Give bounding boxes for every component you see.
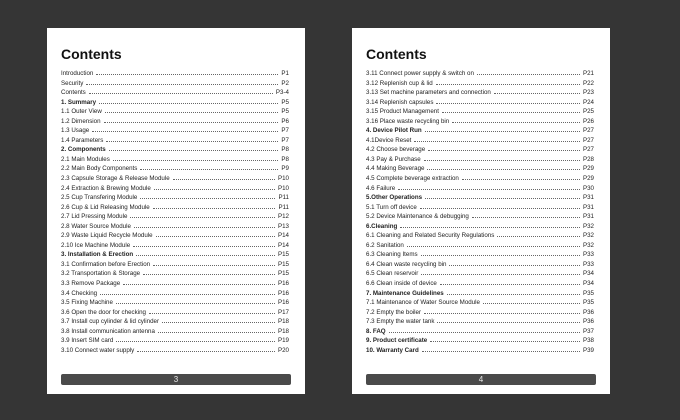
toc-entry-page: P25 [582,108,594,116]
toc-entry-page: P34 [582,270,594,278]
toc-entry-page: P31 [582,203,594,211]
toc-entry-page: P30 [582,184,594,192]
dot-leader [421,269,580,275]
toc-entry-page: P12 [277,213,289,221]
dot-leader [104,117,279,123]
toc-entry [366,107,594,117]
toc-entry [366,298,594,308]
toc-entry-label: 3.4 Checking [61,289,98,297]
toc-entry-page: P22 [582,79,594,87]
toc-entry [366,231,594,241]
dot-leader [136,250,275,256]
toc-entry-label: 9. Product certificate [366,337,428,345]
toc-entry-page: P35 [582,289,594,297]
toc-entry [61,212,289,222]
toc-entry-label: 2.6 Cup & Lid Releasing Module [61,203,150,211]
toc-entry-label: 6.Cleaning [366,222,398,230]
toc-entry-page: P18 [277,318,289,326]
toc-entry-page: P31 [582,213,594,221]
toc-entry-page: P32 [582,241,594,249]
toc-entry-page: P15 [277,260,289,268]
toc-entry-page: P10 [277,175,289,183]
toc-entry [61,298,289,308]
dot-leader [153,203,276,209]
dot-leader [153,260,275,266]
toc-entry-page: P29 [582,175,594,183]
dot-leader [424,155,580,161]
toc-entry [61,336,289,346]
dot-leader [89,88,273,94]
toc-entry [61,155,289,165]
toc-entry-page: P15 [277,270,289,278]
toc-entry-page: P23 [582,89,594,97]
dot-leader [130,212,275,218]
dot-leader [407,241,580,247]
dot-leader [149,308,275,314]
page-title: Contents [366,46,427,62]
toc-entry-page: P11 [278,203,289,211]
toc-entry-page: P39 [582,346,594,354]
dot-leader [477,69,580,75]
toc-entry-label: 2.7 Lid Pressing Module [61,213,128,221]
toc-entry [366,98,594,108]
toc-entry [366,126,594,136]
dot-leader [427,164,580,170]
toc-entry [366,117,594,127]
toc-entry-label: 7. Maintenance Guidelines [366,289,444,297]
toc-entry-label: 6.2 Sanitation [366,241,404,249]
toc-entry-page: P34 [582,280,594,288]
toc-entry-label: 1.3 Usage [61,127,90,135]
page-number-bar: 4 [366,374,596,385]
toc-entry-label: 6.4 Clean waste recycling bin [366,260,447,268]
toc-entry [366,269,594,279]
toc-entry-page: P9 [281,165,289,173]
toc-entry [366,164,594,174]
toc-entry-page: P5 [281,108,289,116]
dot-leader [96,69,278,75]
toc-entry [61,126,289,136]
toc-entry-label: 2.3 Capsule Storage & Release Module [61,175,170,183]
toc-entry [366,174,594,184]
toc-entry-label: 3.7 Install cup cylinder & lid cylinder [61,318,160,326]
dot-leader [109,145,279,151]
toc-entry [61,203,289,213]
toc-entry-label: 3.1 Confirmation before Erection [61,260,151,268]
toc-entry [366,289,594,299]
toc-entry [366,336,594,346]
toc-entry [61,289,289,299]
toc-entry-label: 8. FAQ [366,327,386,335]
toc-entry [61,136,289,146]
toc-entry [61,164,289,174]
toc-entry-label: 7.3 Empty the water tank [366,318,435,326]
dot-leader [497,231,580,237]
toc-entry-page: P18 [277,327,289,335]
toc-entry-label: Introduction [61,70,94,77]
toc-entry-label: 5.1 Turn off device [366,203,417,211]
toc-entry-label: 3.10 Connect water supply [61,346,135,354]
dot-leader [140,193,275,199]
dot-leader [173,174,275,180]
dot-leader [113,155,279,161]
dot-leader [92,126,278,132]
toc-entry-label: 3.9 Insert SIM card [61,337,114,345]
toc-entry-label: 1.1 Outer View [61,108,102,116]
toc-entry-label: 2.5 Cup Transfering Module [61,194,138,202]
toc-entry-page: P24 [582,98,594,106]
toc-entry-page: P27 [582,146,594,154]
toc-entry-label: 6.5 Clean reservoir [366,270,419,278]
toc-entry [61,231,289,241]
toc-entry-page: P16 [277,280,289,288]
toc-entry [366,327,594,337]
dot-leader [428,145,580,151]
dot-leader [425,126,580,132]
toc-entry [61,117,289,127]
toc-entry [366,69,594,79]
dot-leader [452,117,580,123]
toc-entry-label: Security [61,79,84,87]
toc-entry-page: P11 [278,194,289,202]
toc-entry [61,193,289,203]
dot-leader [143,269,275,275]
toc-entry-label: 3.3 Remove Package [61,280,121,288]
toc-entry [61,269,289,279]
toc-entry [366,241,594,251]
toc-entry-label: 6.1 Cleaning and Related Security Regulations [366,232,495,240]
toc-entry-label: 1.4 Parameters [61,136,104,144]
toc-entry [366,308,594,318]
toc-entry [366,250,594,260]
toc-entry-page: P36 [582,318,594,326]
toc-entry-label: 6.3 Cleaning Items [366,251,418,259]
toc-entry-label: 3.16 Place waste recycling bin [366,117,450,125]
toc-entry-page: P6 [281,117,289,125]
table-of-contents [366,69,594,355]
toc-entry-page: P33 [582,260,594,268]
toc-entry-page: P27 [582,127,594,135]
toc-entry-page: P20 [277,346,289,354]
toc-entry [366,260,594,270]
toc-entry [61,279,289,289]
dot-leader [436,98,580,104]
toc-entry-label: 1.2 Dimension [61,117,101,125]
toc-entry-page: P36 [582,308,594,316]
toc-entry-label: 5.Other Operations [366,194,423,202]
toc-entry-page: P21 [582,70,594,77]
toc-entry-page: P8 [281,146,289,154]
dot-leader [462,174,580,180]
toc-entry-label: 4.6 Failure [366,184,396,192]
dot-leader [137,346,275,352]
toc-entry-page: P8 [281,155,289,163]
toc-entry-label: 1. Summary [61,98,97,106]
toc-entry-page: P5 [281,98,289,106]
toc-entry [366,136,594,146]
toc-entry [366,279,594,289]
toc-entry [366,317,594,327]
toc-entry [61,145,289,155]
toc-entry [61,317,289,327]
toc-entry-label: 2.9 Waste Liquid Recycle Module [61,232,153,240]
toc-entry-page: P7 [281,136,289,144]
toc-entry-label: 4.4 Making Beverage [366,165,425,173]
toc-entry [61,308,289,318]
dot-leader [116,336,275,342]
toc-entry-label: 3.11 Connect power supply & switch on [366,70,474,77]
toc-entry [366,145,594,155]
toc-entry [61,107,289,117]
dot-leader [483,298,580,304]
toc-entry [61,346,289,356]
toc-entry [61,88,289,98]
toc-entry-label: 7.2 Empty the boiler [366,308,422,316]
toc-entry-label: Contents [61,89,86,97]
toc-entry [366,346,594,356]
table-of-contents [61,69,289,355]
toc-entry-label: 5.2 Device Maintenance & debugging [366,213,469,221]
dot-leader [133,241,275,247]
toc-entry-label: 3.13 Set machine parameters and connection [366,89,491,97]
toc-entry-label: 6.6 Clean inside of device [366,280,437,288]
toc-entry-label: 10. Warranty Card [366,346,419,354]
toc-entry [61,174,289,184]
toc-entry-page: P2 [281,79,289,87]
toc-entry-label: 4.2 Choose beverage [366,146,426,154]
dot-leader [156,231,275,237]
toc-entry [61,79,289,89]
toc-entry-page: P26 [582,117,594,125]
dot-leader [389,327,580,333]
dot-leader [158,327,275,333]
toc-entry-page: P7 [281,127,289,135]
toc-entry [61,69,289,79]
toc-entry-page: P37 [582,327,594,335]
toc-entry-page: P10 [277,184,289,192]
dot-leader [420,203,580,209]
toc-entry-label: 4.3 Pay & Purchase [366,155,421,163]
toc-entry-label: 2.8 Water Source Module [61,222,131,230]
dot-leader [99,98,278,104]
dot-leader [162,317,275,323]
dot-leader [494,88,580,94]
document-page-left [47,28,305,394]
toc-entry-page: P16 [277,299,289,307]
dot-leader [430,336,580,342]
toc-entry-page: P28 [582,155,594,163]
dot-leader [472,212,580,218]
toc-entry-page: P13 [277,222,289,230]
dot-leader [106,136,278,142]
dot-leader [442,107,580,113]
toc-entry-page: P35 [582,299,594,307]
toc-entry-label: 3.8 Install communication antenna [61,327,155,335]
toc-entry-page: P33 [582,251,594,259]
dot-leader [400,222,580,228]
toc-entry-label: 3.14 Replenish capsules [366,98,434,106]
toc-entry-page: P17 [277,308,289,316]
toc-entry-label: 4. Device Pilot Run [366,127,422,135]
toc-entry-page: P15 [277,251,289,259]
dot-leader [116,298,275,304]
dot-leader [437,317,580,323]
toc-entry-label: 7.1 Maintenance of Water Source Module [366,299,480,307]
toc-entry [61,250,289,260]
dot-leader [123,279,275,285]
dot-leader [140,164,278,170]
toc-entry-label: 2.4 Extraction & Brewing Module [61,184,151,192]
toc-entry-label: 2.10 Ice Machine Module [61,241,131,249]
dot-leader [398,184,580,190]
toc-entry-page: P19 [277,337,289,345]
toc-entry-page: P38 [582,337,594,345]
toc-entry-label: 2.1 Main Modules [61,155,110,163]
toc-entry [366,203,594,213]
dot-leader [154,184,275,190]
document-page-right [352,28,610,394]
dot-leader [105,107,279,113]
toc-entry-page: P14 [277,241,289,249]
toc-entry-label: 3.2 Transportation & Storage [61,270,141,278]
toc-entry-label: 3.15 Product Management [366,108,439,116]
toc-entry-label: 4.1Device Reset [366,136,412,144]
toc-entry [366,184,594,194]
dot-leader [425,193,580,199]
dot-leader [100,289,275,295]
toc-entry [366,212,594,222]
toc-entry-page: P32 [582,222,594,230]
toc-entry [366,88,594,98]
toc-entry [61,222,289,232]
dot-leader [422,346,580,352]
toc-entry-label: 4.5 Complete beverage extraction [366,175,459,183]
dot-leader [424,308,580,314]
dot-leader [436,79,580,85]
dot-leader [414,136,580,142]
toc-entry [61,98,289,108]
dot-leader [447,289,580,295]
dot-leader [421,250,580,256]
toc-entry-label: 2. Components [61,146,106,154]
page-number-bar: 3 [61,374,291,385]
toc-entry [366,193,594,203]
toc-entry-label: 2.2 Main Body Components [61,165,138,173]
toc-entry [61,241,289,251]
toc-entry [366,79,594,89]
dot-leader [86,79,278,85]
toc-entry-page: P1 [281,70,289,77]
toc-entry-label: 3.6 Open the door for checking [61,308,146,316]
toc-entry-label: 3.5 Fixing Machine [61,299,113,307]
toc-entry-page: P14 [277,232,289,240]
toc-entry-label: 3. Installation & Erection [61,251,134,259]
toc-entry [366,155,594,165]
dot-leader [440,279,580,285]
toc-entry-page: P16 [277,289,289,297]
toc-entry-page: P32 [582,232,594,240]
dot-leader [134,222,275,228]
page-title: Contents [61,46,122,62]
toc-entry-page: P31 [582,194,594,202]
toc-entry [61,260,289,270]
toc-entry-page: P3-4 [275,89,289,97]
toc-entry-label: 3.12 Replenish cup & lid [366,79,433,87]
toc-entry [366,222,594,232]
dot-leader [449,260,580,266]
toc-entry [61,327,289,337]
toc-entry-page: P29 [582,165,594,173]
toc-entry [61,184,289,194]
toc-entry-page: P27 [582,136,594,144]
